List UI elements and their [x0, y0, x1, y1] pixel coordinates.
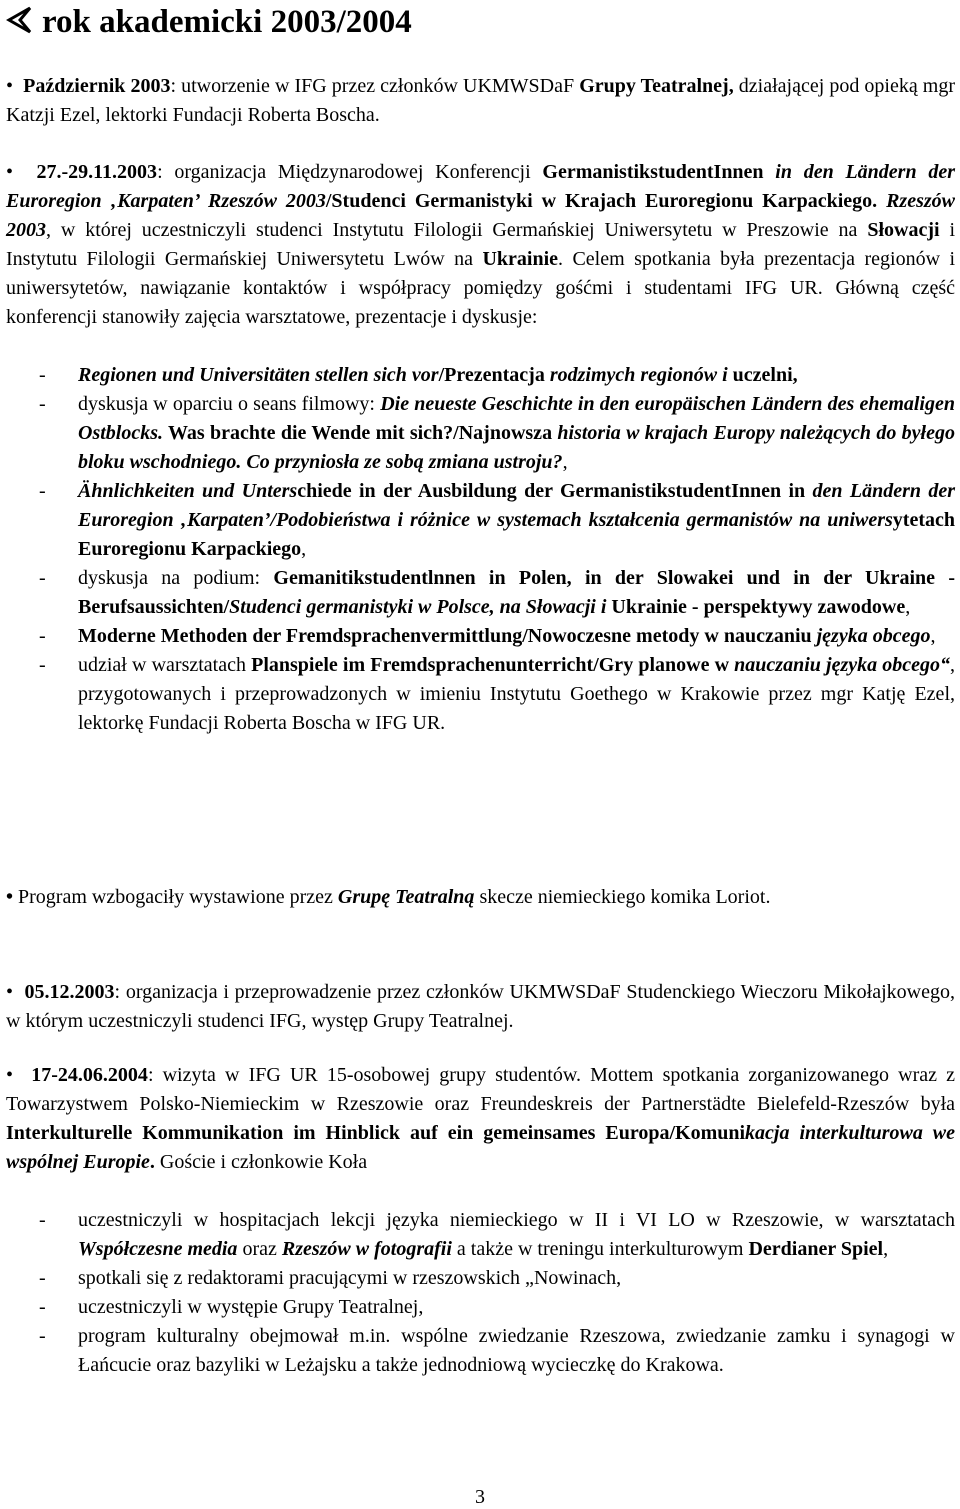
list-dash: - [39, 625, 46, 647]
item-text: , [905, 596, 911, 618]
list-dash: - [39, 654, 46, 676]
item-bold-italic: języka obcego [811, 625, 931, 647]
item-bold-italic: Rzeszów w fotografii [281, 1238, 452, 1260]
entry-bold: /Studenci Germanistyki w Krajach Euroregionu Karpackiego. [325, 190, 878, 212]
bullet: • [6, 75, 14, 97]
item-text: , [301, 538, 307, 560]
entry-june-2004 [6, 1061, 955, 1177]
list-dash: - [39, 1209, 46, 1231]
item-text: uczestniczyli w hospitacjach lekcji języka niemieckiego w II i VI LO w Rzeszowie, w warsztatach [78, 1209, 955, 1231]
item-bold-italic: Współczesne media [78, 1238, 238, 1260]
bullet: • [6, 161, 14, 183]
item-bold: Ukrainie - perspektywy zawodowe [606, 596, 906, 618]
entry-bold: . [149, 1151, 155, 1173]
item-bold-italic: historia w krajach Europy należących do byłego bloku wschodniego. Co przyniosła ze sobą zmiana ustroju? [78, 422, 955, 473]
entry-date: 27.-29.11.2003 [36, 161, 158, 183]
entry-text: Goście i członkowie Koła [154, 1151, 368, 1173]
entry-bold: Interkulturelle Kommunikation im Hinblick auf ein gemeinsames Europa/Komuni [6, 1122, 746, 1144]
item-text: dyskusja w oparciu o seans filmowy: [78, 393, 381, 415]
item-bold-italic: rodzimych regionów i [544, 364, 728, 386]
entry-bold: Słowacji [867, 219, 940, 241]
entry-text: : organizacja i przeprowadzenie przez członków UKMWSDaF Studenckiego Wieczoru Mikołajkowego, w którym uczestniczyli studenci IFG, występ Grupy Teatralnej. [6, 981, 955, 1032]
section-heading [6, 2, 412, 44]
list-dash: - [39, 1296, 46, 1318]
entry-bold-italic: Grupę Teatralną [337, 886, 475, 908]
bullet: • [6, 886, 14, 908]
item-bold-italic: Ähnlichkeiten und Unters [78, 480, 298, 502]
conference-activities-list [6, 361, 955, 738]
item-bold-italic: Studenci germanistyki w Polsce, na Słowacji i [229, 596, 607, 618]
item-text: oraz [237, 1238, 282, 1260]
entry-text: skecze niemieckiego komika Loriot. [474, 886, 771, 908]
bullet: • [6, 1064, 14, 1086]
list-item [6, 1322, 955, 1380]
item-text: udział w warsztatach [78, 654, 252, 676]
list-dash: - [39, 364, 46, 386]
entry-bold: Ukrainie [482, 248, 559, 270]
entry-bold-italic: Rzeszów 2003 [6, 190, 955, 241]
entry-bold-italic: in den Ländern der Euroregion ‚Karpaten’ Rzeszów 2003 [6, 161, 955, 212]
list-dash: - [39, 480, 46, 502]
item-bold-italic: Die neueste Geschichte in den europäischen Ländern des ehemaligen Ostblocks. [78, 393, 955, 444]
entry-october-2003 [6, 72, 955, 130]
item-bold: uczelni, [727, 364, 798, 386]
arrowhead-left-icon [6, 4, 32, 44]
item-text: dyskusja na podium: [78, 567, 274, 589]
item-bold: Was brachte die Wende mit sich?/Najnowsza [163, 422, 553, 444]
entry-conference-2003 [6, 158, 955, 332]
item-text: spotkali się z redaktorami pracującymi w rzeszowskich „Nowinach, [78, 1267, 622, 1289]
list-dash: - [39, 1267, 46, 1289]
item-text: , [930, 625, 936, 647]
item-bold: ytetach Euroregionu Karpackiego [78, 509, 955, 560]
entry-date: Październik 2003 [23, 75, 171, 97]
item-bold: Moderne Methoden der Fremdsprachenvermittlung/Nowoczesne metody w nauczaniu [78, 625, 812, 647]
entry-text: Główną część konferencji stanowiły zajęcia warsztatowe, prezentacje i dyskusje: [6, 277, 955, 328]
entry-bold: GermanistikstudentInnen [542, 161, 764, 183]
list-item [6, 390, 955, 477]
entry-text: . Celem spotkania była prezentacja regionów i uniwersytetów, nawiązanie kontaktów i współpracy pomiędzy gośćmi i studentami IFG UR. [6, 248, 955, 299]
entry-text: : utworzenie w IFG przez członków UKMWSDaF [170, 75, 580, 97]
entry-bold: Grupy Teatralnej, [579, 75, 734, 97]
item-bold-italic: nauczaniu języka obcego“ [729, 654, 950, 676]
item-bold: Derdianer Spiel [748, 1238, 884, 1260]
item-text: a także w treningu interkulturowym [451, 1238, 749, 1260]
page-number: 3 [475, 1486, 485, 1508]
list-dash: - [39, 567, 46, 589]
item-bold: /Prezentacja [438, 364, 545, 386]
list-item [6, 1264, 955, 1293]
list-item [6, 622, 955, 651]
entry-text: , w której uczestniczyli studenci Instytutu Filologii Germańskiej Uniwersytetu w Preszowie na [46, 219, 868, 241]
list-dash: - [39, 1325, 46, 1347]
entry-text: działającej pod opieką mgr Katzji Ezel, lektorki Fundacji Roberta Boscha. [6, 75, 956, 126]
entry-text: : wizyta w IFG UR 15-osobowej grupy studentów. Mottem spotkania zorganizowanego wraz z Towarzystwem Polsko-Niemieckim w Rzeszowie oraz Freundeskreis der Partnerstädte Bielefeld-Rzeszów była [6, 1064, 956, 1115]
guest-activities-list [6, 1206, 955, 1380]
heading-text: rok akademicki 2003/2004 [42, 4, 412, 40]
list-dash: - [39, 393, 46, 415]
entry-text: Program wzbogaciły wystawione przez [13, 886, 338, 908]
list-item [6, 361, 955, 390]
list-item [6, 1206, 955, 1264]
item-text: , przygotowanych i przeprowadzonych w imieniu Instytutu Goethego w Krakowie przez mgr Katję Ezel, lektorkę Fundacji Roberta Boscha w IFG UR. [78, 654, 955, 734]
item-bold-italic: den Ländern der Euroregion ‚Karpaten’/Podobieństwa i różnice w systemach kształcenia germanistów na uniwers [78, 480, 955, 531]
bullet: • [6, 981, 14, 1003]
entry-date: 17-24.06.2004 [31, 1064, 148, 1086]
item-text: , [562, 451, 568, 473]
entry-theatre-program [6, 883, 955, 912]
entry-date: 05.12.2003 [24, 981, 115, 1003]
item-bold: Gemanitikstudentlnnen in Polen, in der Slowakei und in der Ukraine - Berufsaussichten/ [78, 567, 955, 618]
item-bold-italic: Regionen und Universitäten stellen sich vor [78, 364, 439, 386]
list-item [6, 564, 955, 622]
item-text: uczestniczyli w występie Grupy Teatralnej, [78, 1296, 424, 1318]
entry-text: i Instytutu Filologii Germańskiej Uniwersytetu Lwów na [6, 219, 955, 270]
entry-text: : organizacja Międzynarodowej Konferencji [157, 161, 543, 183]
item-text: , [883, 1238, 889, 1260]
entry-december-2003 [6, 978, 955, 1036]
item-bold: Planspiele im Fremdsprachenunterricht/Gry planowe w [251, 654, 730, 676]
list-item [6, 477, 955, 564]
list-item [6, 1293, 955, 1322]
entry-bold-italic: kacja interkulturowa we wspólnej Europie [6, 1122, 955, 1173]
list-item [6, 651, 955, 738]
item-text: program kulturalny obejmował m.in. wspólne zwiedzanie Rzeszowa, zwiedzanie zamku i synagogi w Łańcucie oraz bazyliki w Leżajsku a także jednodniową wycieczkę do Krakowa. [78, 1325, 955, 1376]
item-bold: chiede in der Ausbildung der GermanistikstudentInnen in [297, 480, 806, 502]
